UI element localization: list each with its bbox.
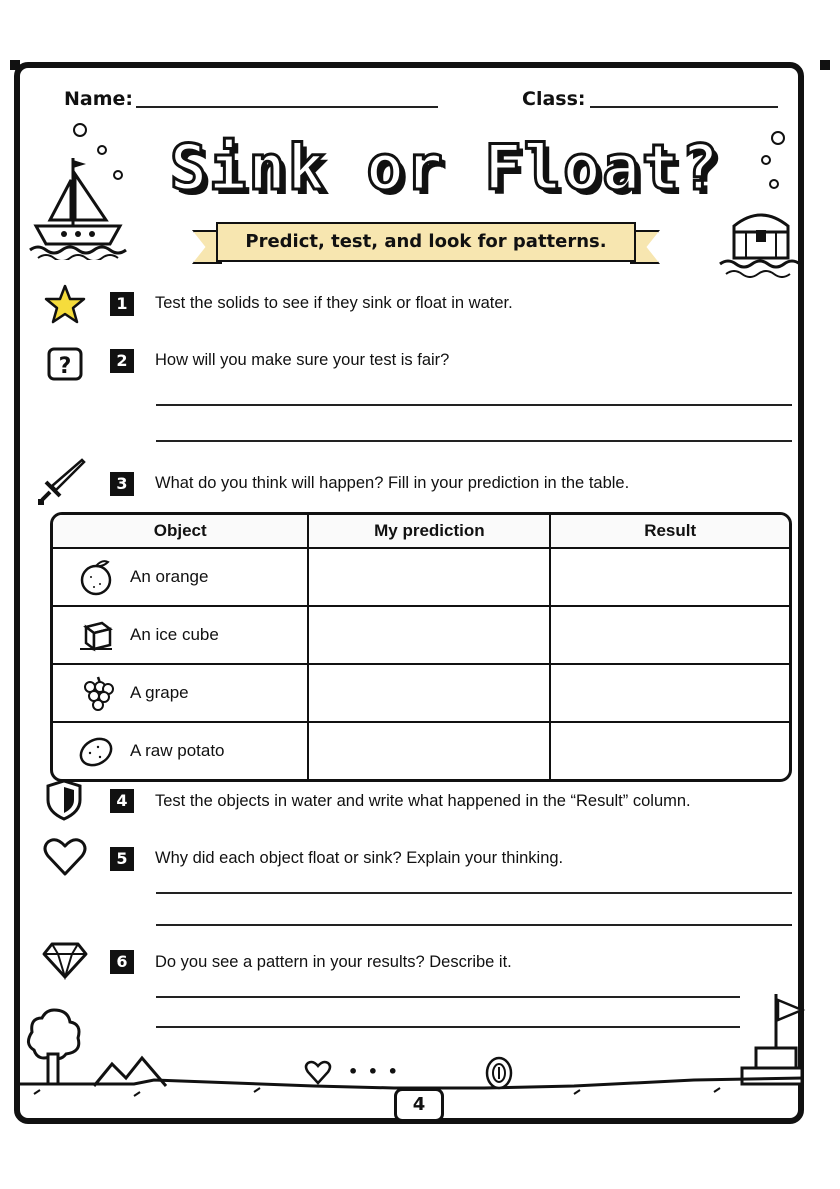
prediction-cell[interactable] bbox=[309, 607, 551, 665]
name-field[interactable] bbox=[136, 106, 438, 108]
name-label: Name: bbox=[64, 88, 134, 110]
table-row bbox=[53, 665, 789, 723]
grape-icon bbox=[76, 673, 116, 713]
question-4-text: Test the objects in water and write what happened in the “Result” column. bbox=[155, 792, 691, 810]
question-5-text: Why did each object float or sink? Explain your thinking. bbox=[155, 849, 564, 867]
object-cell bbox=[53, 723, 309, 779]
answer-line[interactable] bbox=[156, 440, 792, 442]
answer-line[interactable] bbox=[156, 892, 792, 894]
ship-icon bbox=[28, 150, 128, 260]
footer-heart-icon bbox=[304, 1060, 332, 1086]
object-cell bbox=[53, 607, 309, 665]
table-row bbox=[53, 549, 789, 607]
object-name: An orange bbox=[130, 567, 209, 586]
star-icon bbox=[44, 284, 86, 324]
result-cell[interactable] bbox=[551, 723, 789, 779]
question-4-number: 4 bbox=[110, 789, 134, 813]
table-header: Result bbox=[551, 515, 789, 549]
question-6-number: 6 bbox=[110, 950, 134, 974]
footer-dots: • • • bbox=[348, 1062, 400, 1081]
page-title: Sink or Float? bbox=[169, 131, 721, 204]
result-cell[interactable] bbox=[551, 549, 789, 607]
result-cell[interactable] bbox=[551, 665, 789, 723]
question-3-text: What do you think will happen? Fill in your prediction in the table. bbox=[155, 474, 630, 492]
prediction-cell[interactable] bbox=[309, 549, 551, 607]
potato-icon bbox=[76, 731, 116, 771]
answer-line[interactable] bbox=[156, 924, 792, 926]
question-block-icon bbox=[46, 346, 84, 382]
subtitle-banner: Predict, test, and look for patterns. bbox=[216, 222, 636, 262]
shield-icon bbox=[44, 778, 84, 822]
question-3-number: 3 bbox=[110, 472, 134, 496]
heart-icon bbox=[42, 836, 88, 878]
prediction-cell[interactable] bbox=[309, 723, 551, 779]
treasure-chest-icon bbox=[716, 204, 806, 278]
object-cell bbox=[53, 549, 309, 607]
table-row bbox=[53, 607, 789, 665]
table-row bbox=[53, 723, 789, 779]
table-header-row bbox=[53, 515, 789, 549]
table-header: My prediction bbox=[309, 515, 551, 549]
answer-line[interactable] bbox=[156, 996, 740, 998]
result-cell[interactable] bbox=[551, 607, 789, 665]
question-2-number: 2 bbox=[110, 349, 134, 373]
question-5-number: 5 bbox=[110, 847, 134, 871]
question-2-text: How will you make sure your test is fair? bbox=[155, 351, 450, 369]
table-header: Object bbox=[53, 515, 309, 549]
class-field[interactable] bbox=[590, 106, 778, 108]
svg-text:?: ? bbox=[58, 354, 72, 379]
prediction-table bbox=[50, 512, 792, 782]
frame-corner bbox=[10, 60, 20, 70]
answer-line[interactable] bbox=[156, 404, 792, 406]
ice-cube-icon bbox=[76, 615, 116, 655]
page-number: 4 bbox=[394, 1088, 444, 1122]
question-1-number: 1 bbox=[110, 292, 134, 316]
diamond-icon bbox=[42, 940, 88, 980]
frame-corner bbox=[820, 60, 830, 70]
answer-line[interactable] bbox=[156, 1026, 740, 1028]
prediction-cell[interactable] bbox=[309, 665, 551, 723]
object-name: A raw potato bbox=[130, 741, 225, 760]
coin-icon bbox=[484, 1056, 514, 1090]
question-6-text: Do you see a pattern in your results? Describe it. bbox=[155, 953, 512, 971]
orange-icon bbox=[76, 557, 116, 597]
object-cell bbox=[53, 665, 309, 723]
object-name: An ice cube bbox=[130, 625, 219, 644]
question-1-text: Test the solids to see if they sink or float in water. bbox=[155, 294, 513, 312]
sword-icon bbox=[36, 456, 88, 508]
flag-castle-icon bbox=[730, 990, 806, 1090]
object-name: A grape bbox=[130, 683, 189, 702]
bubbles-right-icon bbox=[756, 128, 796, 198]
class-label: Class: bbox=[522, 88, 586, 110]
